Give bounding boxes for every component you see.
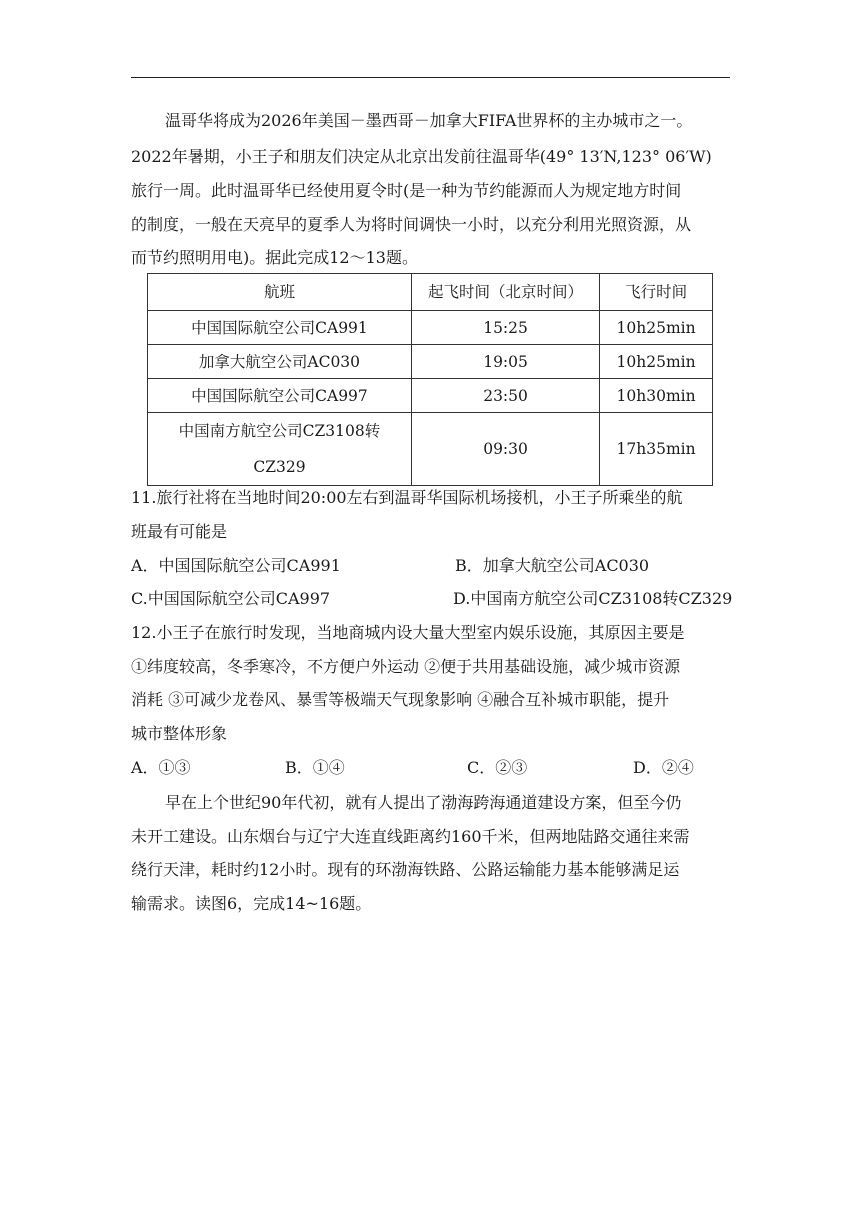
q12-stem-line-1: 12.小王子在旅行时发现，当地商城内设大量大型室内娱乐设施，其原因主要是 xyxy=(131,623,685,642)
table-row xyxy=(148,345,713,379)
q11-option-d: D.中国南方航空公司CZ3108转CZ329 xyxy=(453,589,733,608)
q12-option-c: C．②③ xyxy=(467,758,528,777)
q12-stem-line-3: 消耗 ③可减少龙卷风、暴雪等极端天气现象影响 ④融合互补城市职能，提升 xyxy=(131,690,670,709)
flight-cell-line-1: 中国南方航空公司CZ3108转 xyxy=(178,422,381,440)
header-depart: 起飞时间（北京时间） xyxy=(411,274,599,311)
flight-cell: 中国国际航空公司CA997 xyxy=(148,379,412,413)
q11-option-b: B．加拿大航空公司AC030 xyxy=(455,556,650,575)
depart-cell: 15:25 xyxy=(411,311,599,345)
duration-cell: 10h25min xyxy=(600,311,713,345)
q11-option-a: A．中国国际航空公司CA991 xyxy=(131,556,341,575)
duration-cell: 10h25min xyxy=(600,345,713,379)
depart-cell: 09:30 xyxy=(411,413,599,486)
flight-table xyxy=(147,273,713,486)
passage2-line-2: 未开工建设。山东烟台与辽宁大连直线距离约160千米，但两地陆路交通往来需 xyxy=(131,827,690,846)
q12-stem-line-4: 城市整体形象 xyxy=(131,724,228,743)
depart-cell: 19:05 xyxy=(411,345,599,379)
intro-line-1: 温哥华将成为2026年美国－墨西哥－加拿大FIFA世界杯的主办城市之一。 xyxy=(165,111,693,130)
q12-option-b: B．①④ xyxy=(285,758,345,777)
flight-cell: 加拿大航空公司AC030 xyxy=(148,345,412,379)
passage2-line-1: 早在上个世纪90年代初，就有人提出了渤海跨海通道建设方案，但至今仍 xyxy=(165,793,682,812)
table-header-row xyxy=(148,274,713,311)
header-rule xyxy=(131,77,730,78)
q12-stem-line-2: ①纬度较高，冬季寒冷，不方便户外运动 ②便于共用基础设施，减少城市资源 xyxy=(131,657,681,676)
q11-stem-line-1: 11.旅行社将在当地时间20:00左右到温哥华国际机场接机，小王子所乘坐的航 xyxy=(131,488,683,507)
table-row xyxy=(148,413,713,486)
depart-cell: 23:50 xyxy=(411,379,599,413)
duration-cell: 10h30min xyxy=(600,379,713,413)
passage2-line-4: 输需求。读图6，完成14~16题。 xyxy=(131,894,372,913)
header-duration: 飞行时间 xyxy=(600,274,713,311)
q11-stem-line-2: 班最有可能是 xyxy=(131,522,228,541)
passage2-line-3: 绕行天津，耗时约12小时。现有的环渤海铁路、公路运输能力基本能够满足运 xyxy=(131,860,680,879)
intro-line-3: 旅行一周。此时温哥华已经使用夏令时(是一种为节约能源而人为规定地方时间 xyxy=(131,181,682,200)
header-flight: 航班 xyxy=(148,274,412,311)
q12-option-a: A．①③ xyxy=(131,758,191,777)
q12-option-d: D．②④ xyxy=(633,758,694,777)
flight-cell-line-2: CZ329 xyxy=(253,458,306,476)
q11-option-c: C.中国国际航空公司CA997 xyxy=(131,589,331,608)
table-row xyxy=(148,311,713,345)
intro-line-2: 2022年暑期，小王子和朋友们决定从北京出发前往温哥华(49° 13′N,123° 06′W) xyxy=(131,147,712,166)
flight-cell xyxy=(148,413,412,486)
duration-cell: 17h35min xyxy=(600,413,713,486)
intro-line-4: 的制度，一般在天亮早的夏季人为将时间调快一小时，以充分利用光照资源，从 xyxy=(131,215,692,234)
intro-line-5: 而节约照明用电)。据此完成12～13题。 xyxy=(131,248,418,267)
flight-cell: 中国国际航空公司CA991 xyxy=(148,311,412,345)
table-row xyxy=(148,379,713,413)
